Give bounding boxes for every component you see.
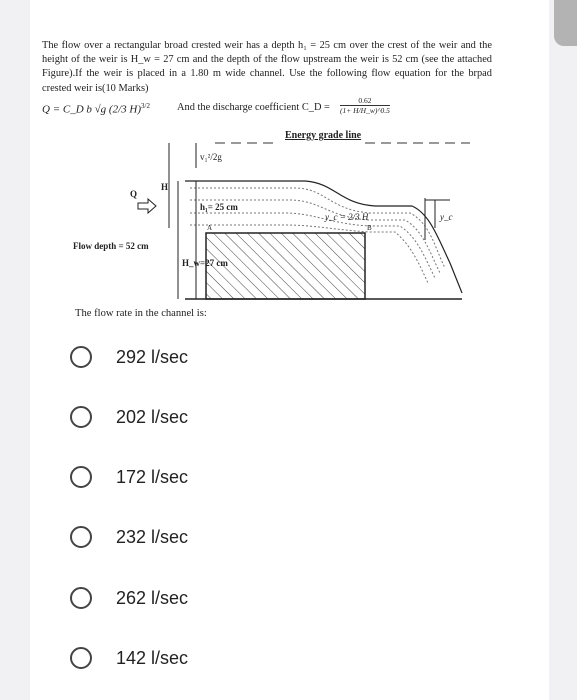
option-1[interactable] (70, 343, 188, 371)
option-6[interactable] (70, 644, 188, 672)
flow-label: Q (130, 189, 138, 199)
weir-block (206, 233, 365, 299)
h1-label: h₁= 25 cm (200, 202, 238, 212)
option-2[interactable] (70, 403, 188, 431)
equation-suffix: And the discharge coefficient C_D = (177, 102, 330, 113)
radio-button[interactable] (70, 647, 92, 669)
flow-arrow (138, 199, 156, 213)
weir-figure (40, 128, 470, 308)
option-3[interactable] (70, 463, 188, 491)
energy-line-label: Energy grade line (285, 130, 362, 141)
option-4[interactable] (70, 523, 188, 551)
discharge-coefficient-fraction (340, 96, 390, 115)
radio-button[interactable] (70, 526, 92, 548)
radio-button[interactable] (70, 466, 92, 488)
head-label: H (161, 182, 169, 192)
problem-statement (42, 39, 492, 96)
radio-button[interactable] (70, 406, 92, 428)
flow-equation (42, 96, 482, 130)
radio-button[interactable] (70, 587, 92, 609)
hw-label: H_w=27 cm (182, 258, 228, 268)
option-5[interactable] (70, 584, 188, 612)
flow-depth-label: Flow depth = 52 cm (73, 241, 149, 251)
option-label[interactable]: 172 l/sec (116, 466, 189, 487)
option-label[interactable]: 202 l/sec (116, 406, 189, 427)
option-label[interactable]: 292 l/sec (116, 346, 189, 367)
yc-formula-label: y_c = 2/3 H (325, 212, 369, 222)
option-label[interactable]: 232 l/sec (116, 526, 189, 547)
option-label[interactable]: 142 l/sec (116, 647, 189, 668)
point-a-label: A (207, 224, 213, 232)
radio-button[interactable] (70, 346, 92, 368)
velocity-head-label: v₁²/2g (200, 152, 222, 162)
equation-main: Q = C_D b √g (2/3 H) (42, 103, 142, 116)
problem-text: The flow over a rectangular broad crested weir has a depth h₁ = 25 cm over the crest of the weir and the height of the weir is H_w = 27 cm and the depth of the flow upstream the weir is 52 cm (see the attached Figure).If the weir is placed in a 1.80 m wide channel. Use the following flow equation for the brpad crested weir is(10 Marks) (42, 40, 492, 94)
cd-numerator: 0.62 (340, 96, 390, 106)
equation-formula (42, 102, 150, 116)
cd-denominator: (1+ H/H_w)^0.5 (340, 106, 390, 115)
yc-label: y_c (440, 212, 453, 222)
scrollbar-thumb[interactable] (554, 0, 577, 46)
equation-exponent: 3/2 (141, 102, 150, 110)
question-prompt: The flow rate in the channel is: (75, 308, 207, 319)
point-b-label: B (367, 224, 372, 232)
option-label[interactable]: 262 l/sec (116, 587, 189, 608)
